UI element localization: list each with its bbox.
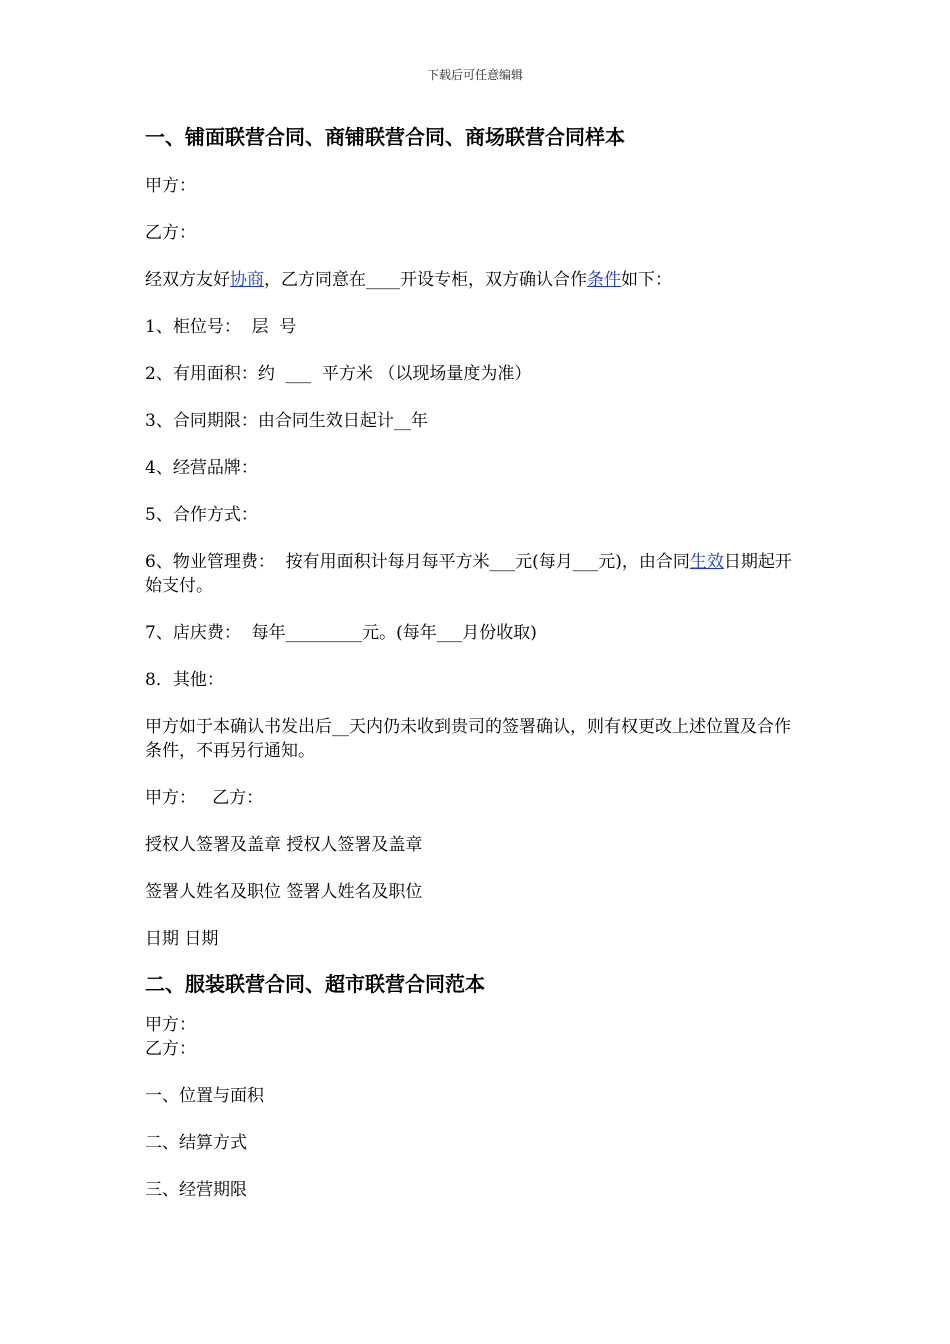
signature-authorized: 授权人签署及盖章 授权人签署及盖章 [145, 835, 423, 855]
link-effective[interactable]: 生效 [689, 552, 724, 572]
section2-item-location: 一、位置与面积 [145, 1086, 264, 1106]
intro-paragraph [145, 268, 805, 292]
section2-title: 二、服装联营合同、超市联营合同范本 [145, 972, 485, 996]
section1-title: 一、铺面联营合同、商铺联营合同、商场联营合同样本 [145, 125, 625, 149]
section2-party-a: 甲方： [145, 1015, 196, 1035]
party-a-label: 甲方： [145, 176, 196, 196]
intro-text-start: 经双方友好 [145, 270, 230, 290]
section2-item-settlement: 二、结算方式 [145, 1133, 247, 1153]
signature-parties: 甲方： 乙方： [145, 788, 264, 808]
item-brand: 4、经营品牌： [145, 458, 258, 478]
link-negotiate[interactable]: 协商 [230, 270, 264, 290]
item-contract-term: 3、合同期限：由合同生效日起计__年 [145, 411, 428, 431]
section2-item-term: 三、经营期限 [145, 1180, 247, 1200]
item-cooperation-mode: 5、合作方式： [145, 505, 258, 525]
section2-party-b: 乙方： [145, 1039, 196, 1059]
intro-text-middle: ，乙方同意在____开设专柜，双方确认合作 [264, 270, 587, 290]
link-conditions[interactable]: 条件 [587, 270, 621, 290]
item-anniversary-fee: 7、店庆费： 每年_________元。(每年___月份收取) [145, 623, 537, 643]
item-other: 8．其他： [145, 670, 224, 690]
document-content [145, 120, 805, 1225]
property-fee-text: 6、物业管理费： 按有用面积计每月每平方米___元(每月___元)，由合同 [145, 552, 690, 572]
signature-name-title: 签署人姓名及职位 签署人姓名及职位 [145, 882, 423, 902]
party-b-label: 乙方： [145, 223, 196, 243]
signature-date: 日期 日期 [145, 929, 219, 949]
property-fee-text-end: 日期起开始支付。 [145, 552, 792, 596]
intro-text-end: 如下： [621, 270, 672, 290]
notice-paragraph: 甲方如于本确认书发出后__天内仍未收到贵司的签署确认，则有权更改上述位置及合作条件，不再另行通知。 [145, 717, 791, 761]
item-counter-number: 1、柜位号： 层 号 [145, 317, 297, 337]
header-note: 下载后可任意编辑 [426, 68, 523, 82]
item-property-fee [145, 550, 805, 598]
item-usable-area: 2、有用面积：约 ___ 平方米 （以现场量度为准） [145, 364, 532, 384]
